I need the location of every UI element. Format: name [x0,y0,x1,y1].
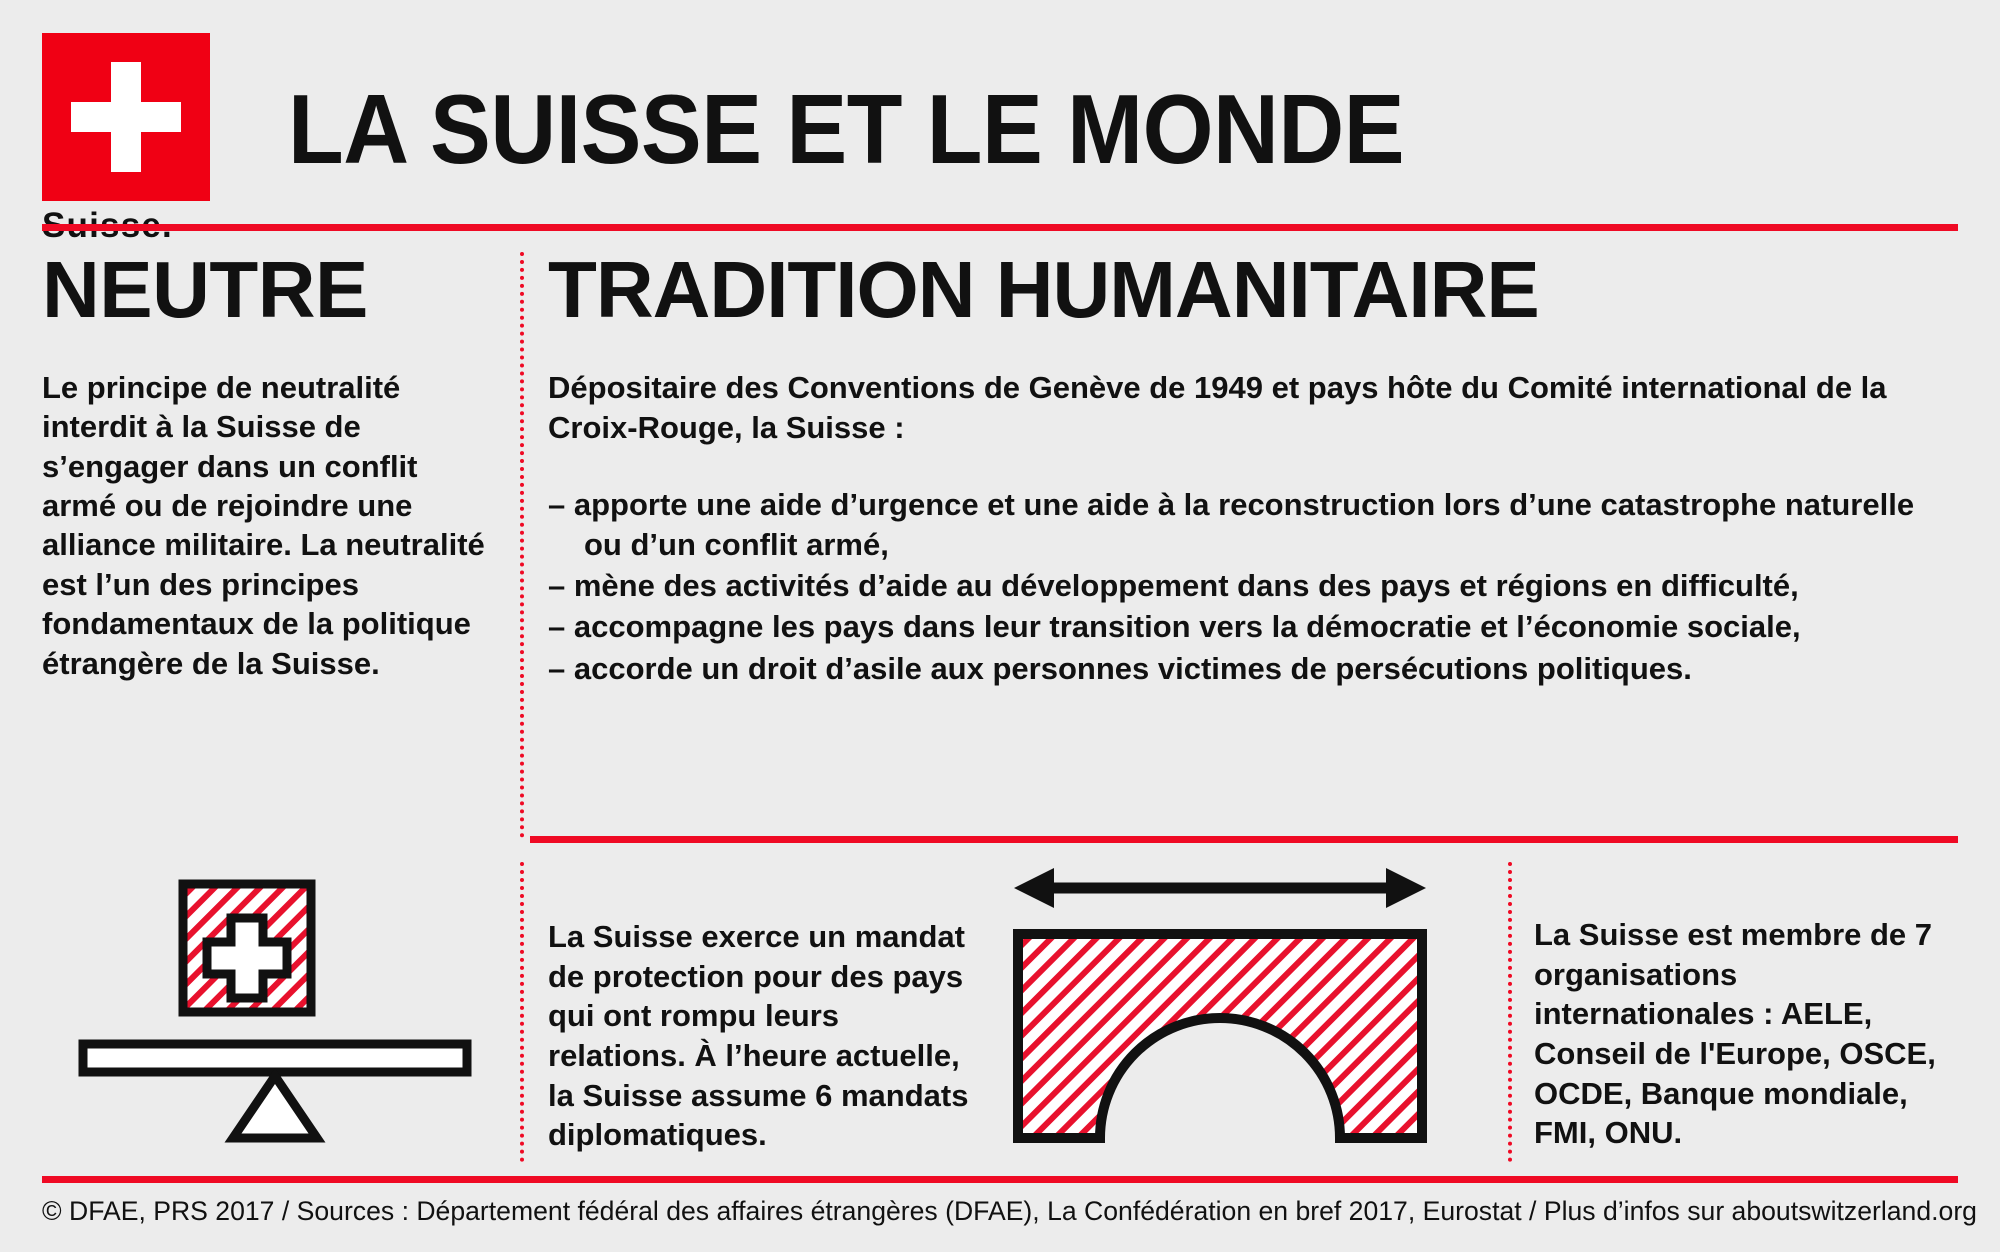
swiss-brand-logo [42,33,212,243]
neutre-paragraph: Le principe de neutralité interdit à la Suisse de s’engager dans un conflit armé ou de rejoindre une alliance militaire. La neutralité est l’un des principes fondamentaux de la politique étrangère de la Suisse. [42,370,485,681]
double-arrow-head [1014,868,1426,908]
list-item: – mène des activités d’aide au développement dans des pays et régions en difficulté, [548,568,1799,604]
divider-bottom [42,1176,1958,1183]
list-item: – accompagne les pays dans leur transition vers la démocratie et l’économie sociale, [548,609,1801,645]
section-heading-neutre: NEUTRE [42,245,368,334]
section-tradition-humanitaire [548,245,1958,690]
page-title: LA SUISSE ET LE MONDE [288,74,1405,184]
organisations-paragraph: La Suisse est membre de 7 organisations internationales : AELE, Conseil de l'Europe, OSCE, OCDE, Banque mondiale, FMI, ONU. [1534,917,1936,1151]
divider-middle [530,836,1958,843]
balance-scale-swiss-cross-icon [55,862,495,1162]
section-neutre [42,245,492,714]
tradition-intro-paragraph: Dépositaire des Conventions de Genève de 1949 et pays hôte du Comité international de la Croix-Rouge, la Suisse : [548,370,1887,446]
list-item: – apporte une aide d’urgence et une aide à la reconstruction lors d’une catastrophe naturelle ou d’un conflit armé, [548,486,1915,562]
bridge-arch-double-arrow-icon [1010,862,1430,1162]
divider-top [42,224,1958,231]
column-divider-main [520,252,524,838]
swiss-flag-icon [42,33,210,201]
poster-header [0,0,2000,285]
mandate-paragraph: La Suisse exerce un mandat de protection pour des pays qui ont rompu leurs relations. À l’heure actuelle, la Suisse assume 6 mandats diplomatiques. [548,919,969,1153]
footer-credits: © DFAE, PRS 2017 / Sources : Département fédéral des affaires étrangères (DFAE), La Confédération en bref 2017, Eurostat / Plus d’infos sur aboutswitzerland.org [42,1196,1977,1226]
flag-cross-horizontal [71,102,181,132]
list-item: – accorde un droit d’asile aux personnes victimes de persécutions politiques. [548,650,1692,686]
tradition-bullet-list [548,485,1958,689]
section-heading-tradition: TRADITION HUMANITAIRE [548,245,1539,334]
